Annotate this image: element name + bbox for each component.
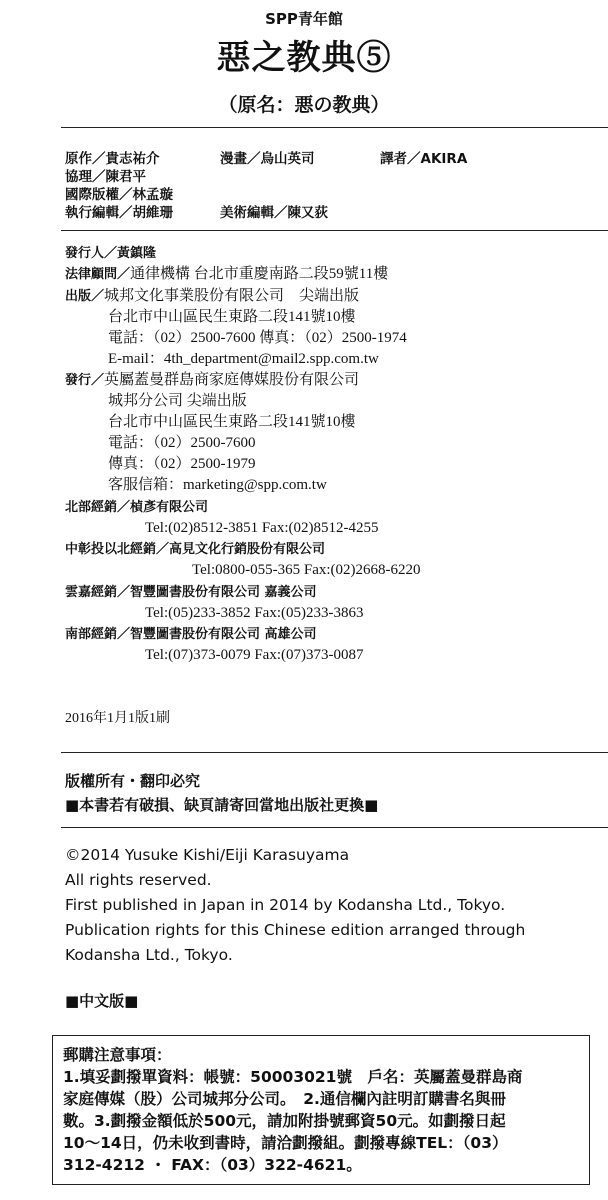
publish-line: 出版／城邦文化事業股份有限公司 尖端出版 <box>65 288 360 304</box>
divider <box>61 127 608 128</box>
publish-address: 台北市中山區民生東路二段141號10樓 <box>108 309 356 325</box>
chinese-edition-label: ■中文版■ <box>65 992 139 1010</box>
notice-line: 312-4212 ・ FAX：（03）322-4621。 <box>63 1156 362 1174</box>
mail-order-notice <box>52 1035 590 1185</box>
distributor-fax: 傳真：（02）2500-1979 <box>108 456 256 472</box>
rights-line: All rights reserved. <box>65 871 212 889</box>
issuer-line: 發行人／黃鎮隆 <box>65 246 157 261</box>
rights-reserved: 版權所有・翻印必究 <box>65 772 201 790</box>
divider <box>61 230 608 231</box>
south-distributor-contact: Tel:(07)373-0079 Fax:(07)373-0087 <box>145 647 364 663</box>
central-distributor: 中彰投以北經銷／高見文化行銷股份有限公司 <box>65 542 326 557</box>
imprint-name: SPP青年館 <box>265 10 343 28</box>
credit-translator: 譯者／AKIRA <box>380 151 468 167</box>
copyright-line: ©2014 Yusuke Kishi/Eiji Karasuyama <box>65 846 350 864</box>
notice-line: 10～14日，仍未收到書時，請洽劃撥組。劃撥專線TEL：（03） <box>63 1134 508 1152</box>
original-title: （原名：悪の教典） <box>218 94 390 116</box>
credit-artist: 漫畫／烏山英司 <box>220 151 315 167</box>
notice-title: 郵購注意事項： <box>63 1046 172 1064</box>
damaged-copy-notice: ■本書若有破損、缺頁請寄回當地出版社更換■ <box>65 796 379 814</box>
first-published-line: First published in Japan in 2014 by Kodansha Ltd., Tokyo. <box>65 896 506 914</box>
distributor-service-email: 客服信箱：marketing@spp.com.tw <box>108 477 327 493</box>
distributor-line: 發行／英屬蓋曼群島商家庭傳媒股份有限公司 <box>65 372 360 388</box>
credit-art-editor: 美術編輯／陳又荻 <box>220 205 328 221</box>
publication-rights-line: Publication rights for this Chinese edition arranged through <box>65 921 526 939</box>
credit-editor: 執行編輯／胡維珊 <box>65 205 173 221</box>
credit-manager: 協理／陳君平 <box>65 169 146 185</box>
chiayi-distributor-contact: Tel:(05)233-3852 Fax:(05)233-3863 <box>145 605 364 621</box>
south-distributor: 南部經銷／智豐圖書股份有限公司 高雄公司 <box>65 627 317 642</box>
edition-date: 2016年1月1版1刷 <box>65 711 170 726</box>
notice-line: 1.填妥劃撥單資料：帳號：50003021號 戶名：英屬蓋曼群島商 <box>63 1068 523 1086</box>
distributor-address: 台北市中山區民生東路二段141號10樓 <box>108 414 356 430</box>
north-distributor: 北部經銷／楨彥有限公司 <box>65 500 209 515</box>
distributor-branch: 城邦分公司 尖端出版 <box>108 393 247 409</box>
north-distributor-contact: Tel:(02)8512-3851 Fax:(02)8512-4255 <box>145 520 379 536</box>
divider <box>61 752 608 753</box>
credit-author: 原作／貴志祐介 <box>65 151 160 167</box>
publish-phone: 電話：（02）2500-7600 傳真：（02）2500-1974 <box>108 330 407 346</box>
credit-rights: 國際版權／林孟璇 <box>65 187 173 203</box>
notice-line: 家庭傳媒（股）公司城邦分公司。 2.通信欄內註明訂購書名與冊 <box>63 1090 506 1108</box>
publish-email: E-mail：4th_department@mail2.spp.com.tw <box>108 351 379 367</box>
divider <box>61 827 608 828</box>
distributor-phone: 電話：（02）2500-7600 <box>108 435 256 451</box>
central-distributor-contact: Tel:0800-055-365 Fax:(02)2668-6220 <box>192 562 421 578</box>
book-title: 惡之教典⑤ <box>216 40 392 77</box>
chiayi-distributor: 雲嘉經銷／智豐圖書股份有限公司 嘉義公司 <box>65 585 317 600</box>
kodansha-line: Kodansha Ltd., Tokyo. <box>65 946 233 964</box>
legal-line: 法律顧問／通律機構 台北市重慶南路二段59號11樓 <box>65 266 389 282</box>
notice-line: 數。3.劃撥金額低於500元，請加附掛號郵資50元。如劃撥日起 <box>63 1112 506 1130</box>
